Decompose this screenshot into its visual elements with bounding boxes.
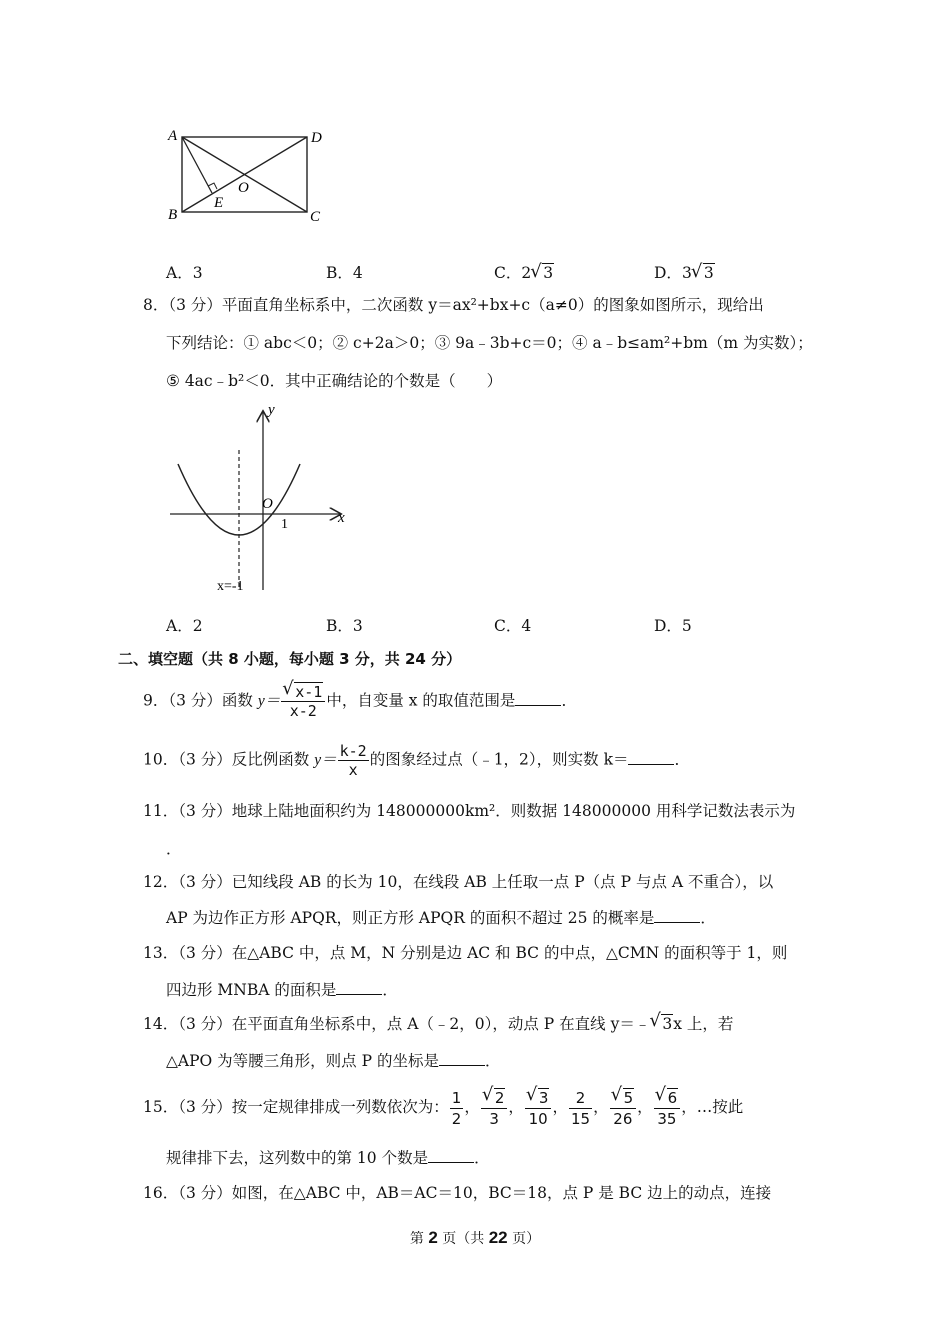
question-12: 12．（3 分）已知线段 AB 的长为 10，在线段 AB 上任取一点 P（点 P 与点 A 不重合），以 xyxy=(143,873,774,891)
q8-option-c[interactable]: C．4 xyxy=(494,617,532,635)
parabola-figure xyxy=(160,398,360,598)
question-11-line2: ． xyxy=(166,840,182,858)
answer-blank[interactable] xyxy=(439,1051,485,1066)
root-label: 1 xyxy=(281,517,288,532)
question-13-line2: 四边形 MNBA 的面积是 ． xyxy=(166,981,398,999)
answer-blank[interactable] xyxy=(336,980,382,995)
y-axis-label: y xyxy=(268,402,275,418)
sequence-term: $\frac{2}{15}$ xyxy=(570,1088,591,1128)
sequence-term: √ $\frac{2}{3}$ xyxy=(481,1088,508,1129)
question-8: 8．（3 分）平面直角坐标系中，二次函数 y＝ax²+bx+c（a≠0）的图象如图所示，现给出 xyxy=(143,296,764,314)
label-b: B xyxy=(168,207,178,223)
q7-option-a[interactable]: A．3 xyxy=(166,264,203,282)
question-9: 9．（3 分）函数 y＝ √ $\frac{x-1}{x-2}$ 中，自变量 x 的取值范围是 ． xyxy=(143,683,577,720)
rectangle-figure xyxy=(160,122,340,232)
answer-blank[interactable] xyxy=(428,1148,474,1163)
answer-blank[interactable] xyxy=(515,691,561,706)
question-11: 11．（3 分）地球上陆地面积约为 148000000km²．则数据 148000000 用科学记数法表示为 xyxy=(143,802,796,820)
page-footer: 第 2 页（共 22 页） xyxy=(409,1228,541,1247)
sequence-term: $\frac{1}{2}$ xyxy=(451,1088,462,1128)
label-o: O xyxy=(238,180,249,196)
answer-blank[interactable] xyxy=(654,908,700,923)
question-16: 16．（3 分）如图，在△ABC 中，AB＝AC＝10，BC＝18，点 P 是 BC 边上的动点，连接 xyxy=(143,1184,772,1202)
question-13: 13．（3 分）在△ABC 中，点 M，N 分别是边 AC 和 BC 的中点，△CMN 的面积等于 1，则 xyxy=(143,944,788,962)
sequence-term: √ $\frac{6}{35}$ xyxy=(654,1088,681,1129)
label-c: C xyxy=(310,209,321,225)
label-d: D xyxy=(311,130,322,146)
q8-option-a[interactable]: A．2 xyxy=(166,617,203,635)
origin-label: O xyxy=(262,496,273,512)
q8-option-b[interactable]: B．3 xyxy=(326,617,363,635)
question-14: 14．（3 分）在平面直角坐标系中，点 A（﹣2，0），动点 P 在直线 y＝﹣√ 3x 上，若 xyxy=(143,1013,733,1035)
x-axis-label: x xyxy=(338,510,345,526)
q7-option-d[interactable]: D．3√ 3 xyxy=(654,261,715,283)
q7-option-c[interactable]: C．2√ 3 xyxy=(494,261,554,283)
label-a: A xyxy=(168,128,178,144)
axis-of-symmetry-label: x=-1 xyxy=(217,579,244,594)
sequence-term: √ $\frac{5}{26}$ xyxy=(610,1088,637,1129)
question-15-line2: 规律排下去，这列数中的第 10 个数是 ． xyxy=(166,1149,490,1167)
question-8-line2: 下列结论：① abc＜0；② c+2a＞0；③ 9a﹣3b+c＝0；④ a﹣b≤am²+bm（m 为实数）； xyxy=(166,334,813,352)
q7-option-b[interactable]: B．4 xyxy=(326,264,363,282)
question-14-line2: △APO 为等腰三角形，则点 P 的坐标是 ． xyxy=(166,1052,501,1070)
question-15: 15．（3 分）按一定规律排成一列数依次为： $\frac{1}{2}$ ， √ $\frac{2}{3}$ ， √ $\frac{3}{10}$ ， $\frac{2}{15}$ ， √ $\frac{5}{26}$ ， √ $\frac{6}{35}$ ，…按此 xyxy=(143,1087,743,1129)
q8-option-d[interactable]: D．5 xyxy=(654,617,692,635)
question-8-line3: ⑤ 4ac﹣b²＜0．其中正确结论的个数是（ ） xyxy=(166,372,503,390)
answer-blank[interactable] xyxy=(628,750,674,765)
label-e: E xyxy=(214,195,224,211)
question-12-line2: AP 为边作正方形 APQR，则正方形 APQR 的面积不超过 25 的概率是 ． xyxy=(166,909,716,927)
sequence-term: √ $\frac{3}{10}$ xyxy=(525,1088,552,1129)
section-heading: 二、填空题（共 8 小题，每小题 3 分，共 24 分） xyxy=(118,650,462,668)
question-10: 10．（3 分）反比例函数 y＝ $\frac{k-2}{x}$ 的图象经过点（﹣1，2），则实数 k＝ ． xyxy=(143,742,690,779)
